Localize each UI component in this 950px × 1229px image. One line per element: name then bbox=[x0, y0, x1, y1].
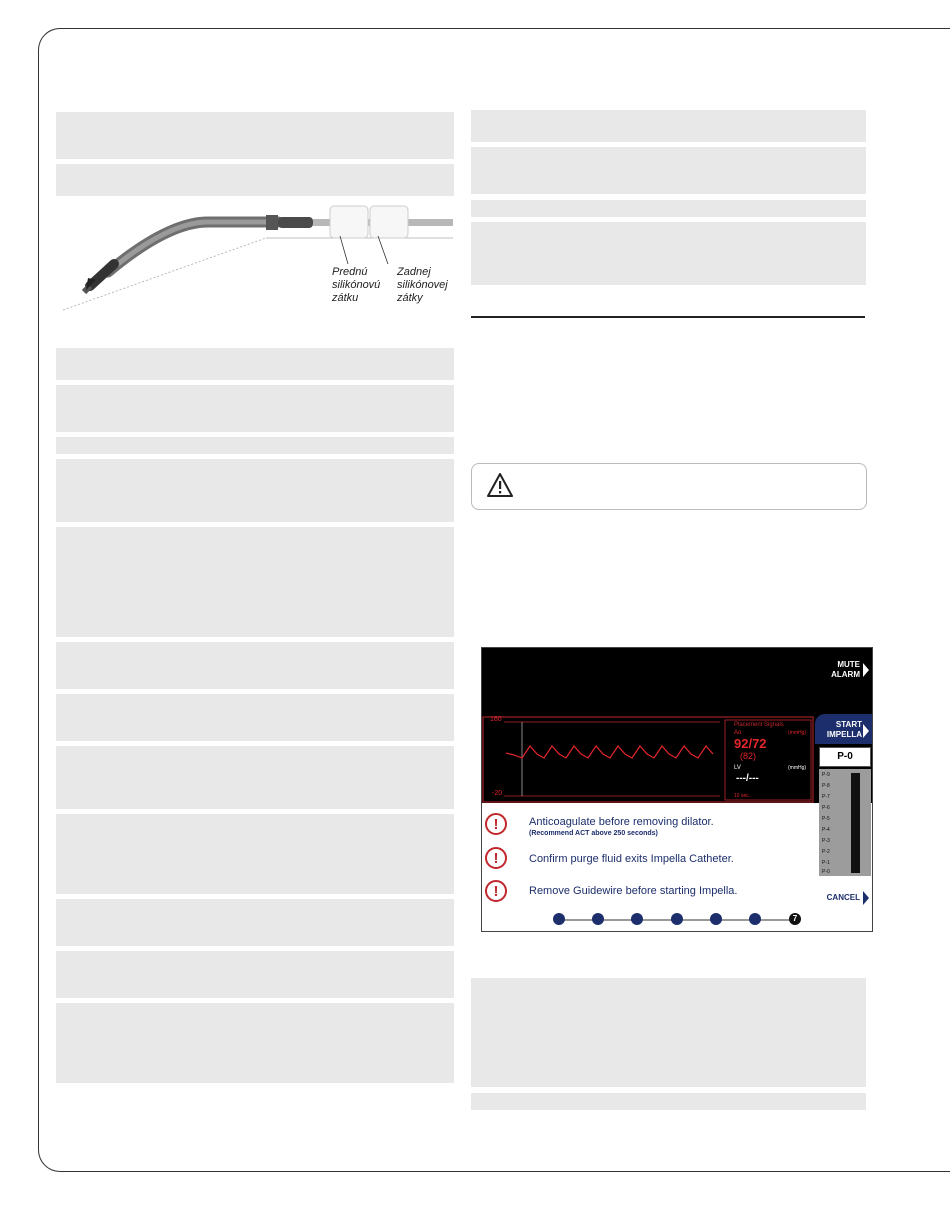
progress-step-dot bbox=[671, 913, 683, 925]
mute-alarm-label: MUTE ALARM bbox=[831, 660, 860, 679]
left-text-block-9 bbox=[56, 694, 454, 741]
left-text-block-13 bbox=[56, 951, 454, 998]
p-level-tick: P-3 bbox=[822, 838, 830, 844]
scale-top: 160 bbox=[490, 716, 502, 723]
waveform-panel bbox=[482, 716, 814, 803]
left-text-block-5 bbox=[56, 437, 454, 454]
lv-label: LV bbox=[734, 765, 741, 771]
waveform-chart bbox=[482, 716, 814, 803]
right-text-block-3 bbox=[471, 200, 866, 217]
start-impella-arrow-icon bbox=[863, 724, 869, 738]
alert-text: Confirm purge fluid exits Impella Catheter. bbox=[529, 853, 734, 865]
left-text-block-10 bbox=[56, 746, 454, 809]
left-text-block-11 bbox=[56, 814, 454, 894]
ao-pressure-value: 92/72 bbox=[734, 736, 767, 751]
p-level-tick: P-7 bbox=[822, 794, 830, 800]
p-level-tick: P-8 bbox=[822, 783, 830, 789]
alert-row bbox=[482, 847, 812, 873]
progress-step-dot bbox=[592, 913, 604, 925]
mute-alarm-arrow-icon bbox=[863, 663, 869, 677]
p-level-tick: P-0 bbox=[822, 869, 830, 875]
p-level-tick: P-6 bbox=[822, 805, 830, 811]
left-text-block-14 bbox=[56, 1003, 454, 1083]
cancel-label: CANCEL bbox=[826, 893, 860, 902]
lv-pressure-value: ---/--- bbox=[736, 773, 759, 784]
p-level-tick: P-2 bbox=[822, 849, 830, 855]
right-text-block-1 bbox=[471, 110, 866, 142]
lv-unit: (mmHg) bbox=[788, 765, 807, 771]
start-impella-label: START IMPELLA bbox=[826, 720, 862, 739]
time-scale-label: 10 sec. bbox=[734, 793, 751, 799]
placement-signals-title: Placement Signals bbox=[734, 722, 784, 728]
progress-step-dot bbox=[631, 913, 643, 925]
warning-box bbox=[471, 463, 867, 510]
scale-bottom: -20 bbox=[492, 790, 503, 797]
rear-plug-label: Zadnej silikónovej zátky bbox=[397, 266, 448, 304]
ao-unit: (mmHg) bbox=[788, 730, 807, 736]
left-text-block-3 bbox=[56, 348, 454, 380]
aortic-pressure-waveform bbox=[506, 746, 713, 758]
progress-step-dot bbox=[710, 913, 722, 925]
left-text-block-12 bbox=[56, 899, 454, 946]
ao-mean-value: (82) bbox=[740, 751, 757, 761]
screen-header bbox=[482, 648, 872, 716]
exclamation-circle-icon: ! bbox=[485, 880, 507, 902]
p-level-tick: P-5 bbox=[822, 816, 830, 822]
progress-step-dot bbox=[553, 913, 565, 925]
p-level-tick: P-1 bbox=[822, 860, 830, 866]
cancel-button[interactable] bbox=[827, 893, 860, 902]
left-text-block-6 bbox=[56, 459, 454, 522]
alert-text: Remove Guidewire before starting Impella. bbox=[529, 885, 738, 897]
exclamation-circle-icon: ! bbox=[485, 813, 507, 835]
right-text-block-6 bbox=[471, 1093, 866, 1110]
p-level-display: P-0 bbox=[819, 747, 871, 767]
alert-row bbox=[482, 813, 812, 839]
right-text-block-2 bbox=[471, 147, 866, 194]
mute-alarm-button[interactable] bbox=[831, 660, 860, 680]
cancel-arrow-icon bbox=[863, 891, 869, 905]
catheter-illustration bbox=[58, 200, 458, 315]
controller-screen bbox=[481, 647, 873, 932]
warning-triangle-icon bbox=[486, 472, 514, 498]
alert-subtext: (Recommend ACT above 250 seconds) bbox=[529, 830, 658, 837]
ao-label: Ao bbox=[734, 730, 742, 736]
p-level-bar bbox=[851, 773, 860, 873]
progress-step-dot bbox=[749, 913, 761, 925]
left-text-block-1 bbox=[56, 112, 454, 159]
alert-row bbox=[482, 880, 812, 906]
left-text-block-7 bbox=[56, 527, 454, 637]
progress-current-step: 7 bbox=[789, 913, 801, 925]
alert-text: Anticoagulate before removing dilator. bbox=[529, 816, 714, 828]
exclamation-circle-icon: ! bbox=[485, 847, 507, 869]
right-text-block-5 bbox=[471, 978, 866, 1087]
right-text-block-4 bbox=[471, 222, 866, 285]
section-divider bbox=[471, 316, 865, 318]
left-text-block-8 bbox=[56, 642, 454, 689]
left-text-block-4 bbox=[56, 385, 454, 432]
p-level-scale bbox=[819, 769, 871, 876]
left-text-block-2 bbox=[56, 164, 454, 196]
p-level-tick: P-4 bbox=[822, 827, 830, 833]
p-level-tick: P-9 bbox=[822, 772, 830, 778]
front-plug-label: Prednú silikónovú zátku bbox=[332, 266, 381, 304]
